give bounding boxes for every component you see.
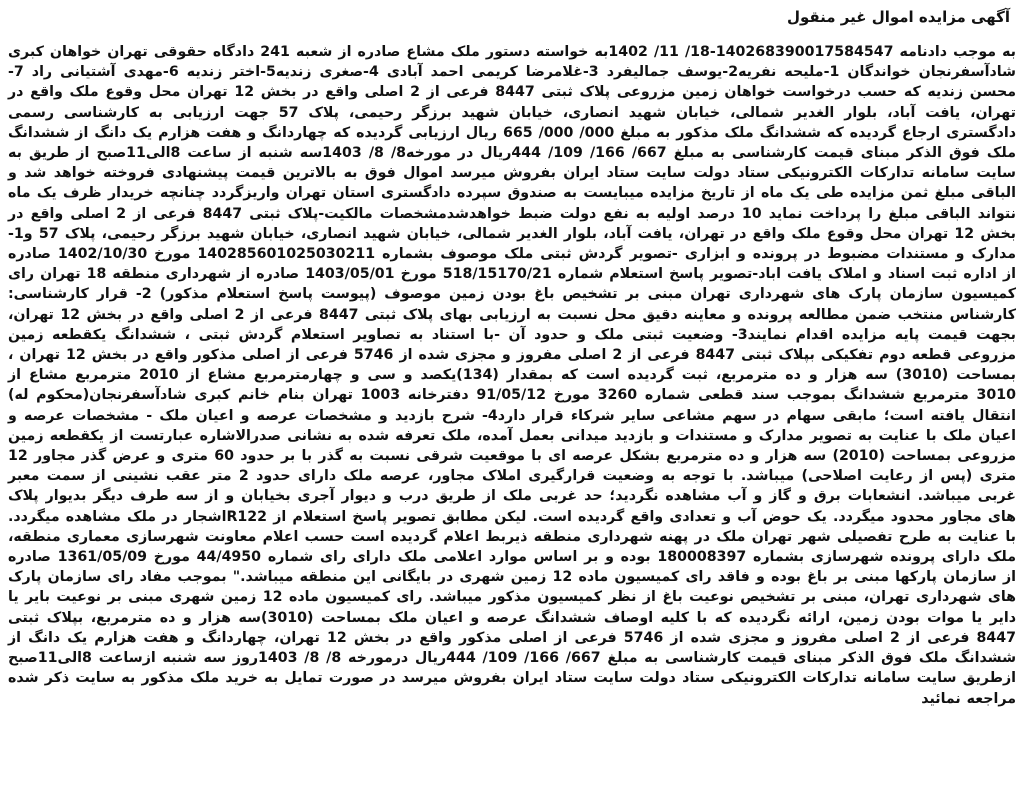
notice-body: به موجب دادنامه 140268390017584547-18/ 11/ 1402به خواسته دستور ملک مشاع صادره از شعبه 241 دادگاه حقوقی تهران خواهان کبری شادآسفرنجان خواندگان 1-ملیحه نفریه2-یوسف جمالیفرد 3-غلامرضا کریمی احمد آبادی 4-صغری زندیه5-اختر زندیه 6-مهدی آشتیانی راد 7-محسن زندیه که حسب درخواست خواهان زمین مزروعی پلاک ثبتی 8447 فرعی از 2 اصلی واقع در بخش 12 تهران محل وقوع ملک واقع در تهران، یافت آباد، بلوار الغدیر شمالی، خیابان شهید انصاری، خیابان شهید برزگر رحیمی، پلاک 57 جهت ارزیابی به کارشناسی رسمی دادگستری ارجاع گردیده که ششدانگ ملک مذکور به مبلغ 000/ 000/ 665 ریال ارزیابی گردیده که چهاردانگ و هفت هزارم یک دانگ از ششدانگ ملک فوق الذکر مبنای قیمت کارشناسی به مبلغ 667/ 166/ 109/ 444ریال در مورخه8/ 8/ 1403سه شنبه از ساعت 8الی11صبح از طریق به سایت سامانه تدارکات الکترونیکی ستاد دولت سایت ستاد ایران بفروش میرسد اموال فوق به بالاترین قیمت پیشنهادی فروخته خواهد شد و الباقی مبلغ ثمن مزایده طی یک ماه از تاریخ مزایده میبایست به صندوق سپرده دادگستری استان تهران واریزگردد چنانچه خریدار ظرف یک ماه نتواند الباقی مبلغ را پرداخت نماید 10 درصد اولیه به نفع دولت ضبط خواهدشدمشخصات مالکیت-پلاک ثبتی 8447 فرعی از 2 اصلی واقع در بخش 12 تهران محل وقوع ملک واقع در تهران، یافت آباد، بلوار الغدیر شمالی، خیابان شهید انصاری، خیابان شهید برزگر رحیمی، پلاک 57 و1- مدارک و مستندات مضبوط در پرونده و ابزاری -تصویر گردش ثبتی ملک موصوف بشماره 140285601025030211 مورخ 1402/10/30 صادره از اداره ثبت اسناد و املاک یافت اباد-تصویر پاسخ استعلام شماره 518/15170/21 مورخ 1403/05/01 صادره از شهرداری منطقه 18 تهران رای کمیسیون سازمان پارک های شهرداری تهران مبنی بر تشخیص باغ بودن زمین موصوف (پیوست پاسخ استعلام مذکور) 2- قرار کارشناسی: کارشناس منتخب ضمن مطالعه پرونده و معاینه دقیق محل نسبت به ارزیابی بهای پلاک ثبتی 8447 فرعی از 2 اصلی واقع در بخش 12 تهران، بجهت قیمت پایه مزایده اقدام نمایند3- وضعیت ثبتی ملک و حدود آن -با استناد به تصاویر استعلام گردش ثبتی ، ششدانگ یکقطعه زمین مزروعی قطعه دوم تفکیکی بپلاک ثبتی 8447 فرعی از 2 اصلی مفروز و مجزی شده از 5746 فرعی از اصلی مذکور واقع در بخش 12 تهران ، بمساحت (3010) سه هزار و ده مترمربع، ثبت گردیده است که بمقدار (134)یکصد و سی و چهارمترمربع مشاع از 2010 مترمربع مشاع از 3010 مترمربع ششدانگ بموجب سند قطعی شماره 3260 مورخ 91/05/12 دفترخانه 1003 تهران بنام خانم کبری شادآسفرنجان(محکوم له) انتقال یافته است؛ مابقی سهام در سهم مشاعی سایر شرکاء قرار دارد4- شرح بازدید و مشخصات عرصه و اعیان ملک - مشخصات عرصه و اعیان ملک با عنایت به تصویر مدارک و مستندات و بازدید میدانی بعمل آمده، ملک تعرفه شده به نشانی صدرالاشاره عبارتست از یکقطعه زمین مزروعی بمساحت (2010) سه هزار و ده مترمربع بشکل عرصه ای با موقعیت شرقی نسبت به گذر با بر حدود 60 متری و عرض گذر مجاور 12 متری (پس از رعایت اصلاحی) میباشد. با توجه به وضعیت قرارگیری املاک مجاور، عرصه ملک دارای حدود 2 متر عقب نشینی از سمت معبر غربی میباشد. انشعابات برق و گاز و آب مشاهده نگردید؛ حد غربی ملک از طریق درب و دیوار آجری بخیابان و از سه طرف دیگر بدیوار پلاک های مجاور محدود میگردد. یک حوض آب و تعدادی واقع گردیده است. لیکن مطابق تصویر پاسخ استعلام از R122اشجار در ملک مشاهده میگردد. با عنایت به طرح تفصیلی شهر تهران ملک در پهنه شهرداری منطقه ذیربط اعلام گردیده است حسب اعلام معاونت شهرسازی معماری منطقه، ملک دارای پرونده شهرسازی بشماره 180008397 بوده و بر اساس موارد اعلامی ملک دارای رای شماره 44/4950 مورخ 1361/05/09 صادره از سازمان پارکها مبنی بر باغ بوده و فاقد رای کمیسیون ماده 12 زمین شهری در بایگانی این منطقه میباشد." بموجب مفاد رای سازمان پارک های شهرداری تهران، مبنی بر تشخیص نوعیت باغ از نظر کمیسیون مذکور میباشد. رای کمیسیون ماده 12 زمین شهری مبنی بر نوعیت بایر یا دایر یا موات بودن زمین، ارائه نگردیده که با کلیه اوصاف ششدانگ عرصه و اعیان ملک بمساحت (3010)سه هزار و ده مترمربع، بپلاک ثبتی 8447 فرعی از 2 اصلی مفروز و مجزی شده از 5746 فرعی از اصلی مذکور واقع در بخش 12 تهران، چهاردانگ و هفت هزارم یک دانگ از ششدانگ ملک فوق الذکر مبنای قیمت کارشناسی به مبلغ 667/ 166/ 109/ 444ریال درمورخه 8/ 8/ 1403روز سه شنبه ازساعت 8الی11صبح ازطریق سایت سامانه تدارکات الکترونیکی ستاد دولت سایت ستاد ایران بفروش میرسد در صورت تمایل به خرید ملک مذکور به سایت ذکر شده مراجعه نمائید [8,44,1017,707]
notice-title: آگهی مزایده اموال غیر منقول [786,8,1010,26]
